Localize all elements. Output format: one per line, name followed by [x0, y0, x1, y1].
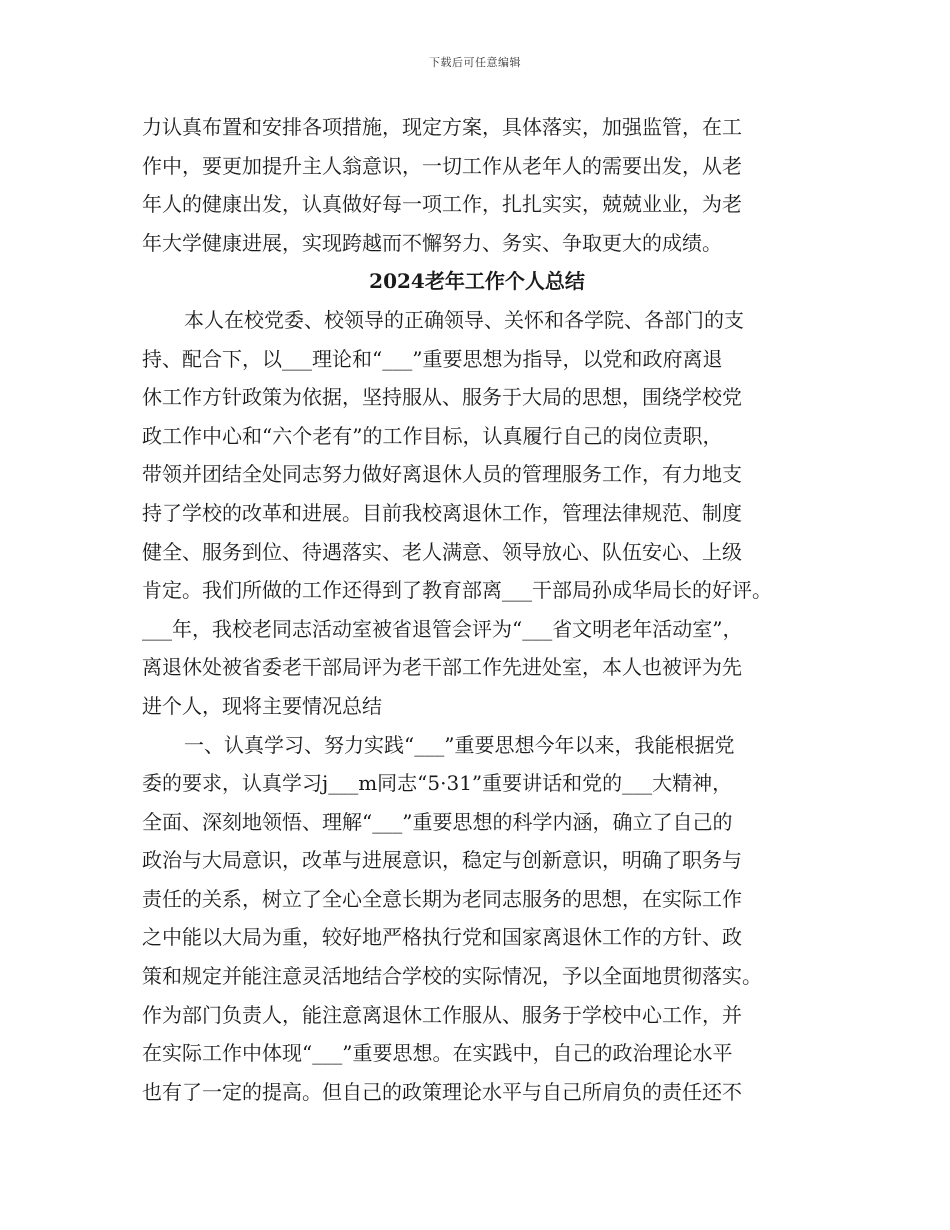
text-line: 作为部门负责人，能注意离退休工作服从、服务于学校中心工作，并 — [142, 1002, 742, 1027]
text-line: 年大学健康进展，实现跨越而不懈努力、务实、争取更大的成绩。 — [142, 230, 722, 255]
text-line: 责任的关系，树立了全心全意长期为老同志服务的思想，在实际工作 — [142, 886, 742, 911]
text-line: 全面、深刻地领悟、理解“___”重要思想的科学内涵，确立了自己的 — [142, 809, 733, 834]
intro-paragraph — [142, 108, 812, 262]
text-line: 健全、服务到位、待遇落实、老人满意、领导放心、队伍安心、上级 — [142, 539, 742, 564]
paragraph-1 — [142, 301, 812, 726]
text-line: 也有了一定的提高。但自己的政策理论水平与自己所肩负的责任还不 — [142, 1079, 742, 1104]
text-line: ___年，我校老同志活动室被省退管会评为“___省文明老年活动室”， — [142, 616, 743, 641]
text-line: 离退休处被省委老干部局评为老干部工作先进处室，本人也被评为先 — [142, 655, 742, 680]
text-line: 力认真布置和安排各项措施，现定方案，具体落实，加强监管，在工 — [142, 115, 742, 139]
text-line: 持、配合下，以___理论和“___”重要思想为指导，以党和政府离退 — [142, 346, 723, 371]
text-line: 作中，要更加提升主人翁意识，一切工作从老年人的需要出发，从老 — [142, 153, 742, 178]
text-line: 一、认真学习、努力实践“___”重要思想今年以来，我能根据党 — [184, 732, 735, 757]
text-line: 之中能以大局为重，较好地严格执行党和国家离退休工作的方针、政 — [142, 925, 742, 950]
text-line: 带领并团结全处同志努力做好离退休人员的管理服务工作，有力地支 — [142, 462, 742, 487]
paragraph-2 — [142, 726, 812, 1112]
document-title: 2024老年工作个人总结 — [369, 269, 585, 294]
text-line: 进个人，现将主要情况总结 — [142, 693, 382, 718]
document-body — [142, 108, 812, 1111]
text-line: 策和规定并能注意灵活地结合学校的实际情况，予以全面地贯彻落实。 — [142, 964, 762, 989]
text-line: 在实际工作中体现“___”重要思想。在实践中，自己的政治理论水平 — [142, 1041, 733, 1066]
text-line: 委的要求，认真学习j___m同志“5·31”重要讲话和党的___大精神， — [142, 771, 733, 796]
text-line: 本人在校党委、校领导的正确领导、关怀和各学院、各部门的支 — [184, 307, 744, 332]
text-line: 政治与大局意识，改革与进展意识，稳定与创新意识，明确了职务与 — [142, 848, 742, 873]
page-header: 下载后可任意编辑 — [429, 56, 521, 69]
text-line: 休工作方针政策为依据，坚持服从、服务于大局的思想，围绕学校党 — [142, 385, 742, 410]
text-line: 年人的健康出发，认真做好每一项工作，扎扎实实，兢兢业业，为老 — [142, 192, 742, 217]
text-line: 持了学校的改革和进展。目前我校离退休工作，管理法律规范、制度 — [142, 500, 742, 525]
text-line: 肯定。我们所做的工作还得到了教育部离___干部局孙成华局长的好评。 — [142, 578, 772, 603]
text-line: 政工作中心和“六个老有”的工作目标，认真履行自己的岗位责职， — [142, 423, 723, 448]
